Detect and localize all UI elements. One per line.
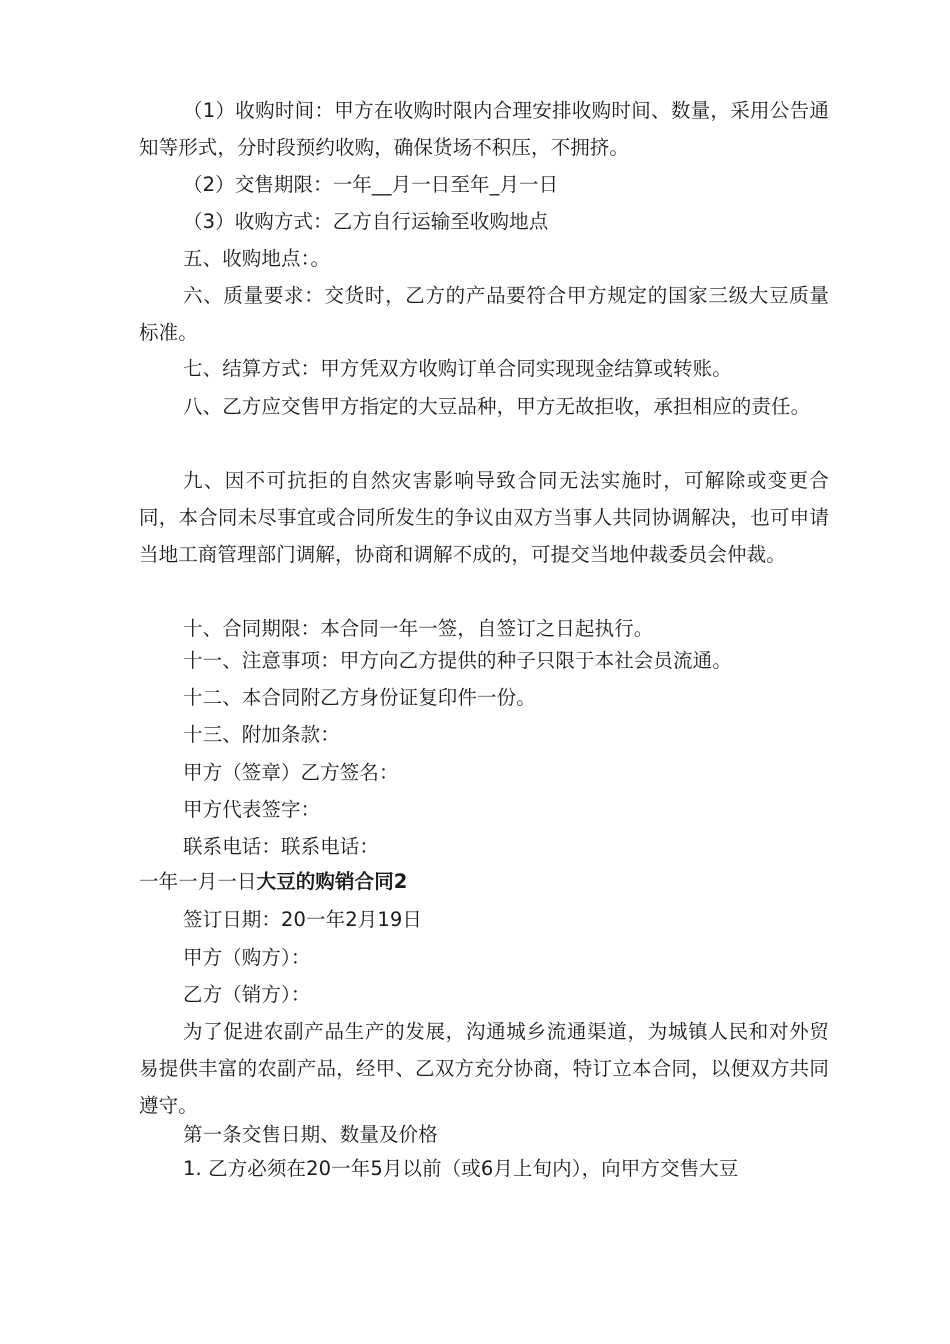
- clause-purchase-time: （1）收购时间：甲方在收购时限内合理安排收购时间、数量，采用公告通知等形式，分时段预约收购，确保货场不积压，不拥挤。: [139, 99, 829, 159]
- signature-line: 甲方（签章）乙方签名：: [183, 761, 399, 784]
- clause-term: 十、合同期限：本合同一年一签，自签订之日起执行。: [183, 617, 654, 640]
- clause-notes: 十一、注意事项：甲方向乙方提供的种子只限于本社会员流通。: [183, 649, 732, 672]
- representative-signature: 甲方代表签字：: [183, 798, 321, 821]
- clause-settlement: 七、结算方式：甲方凭双方收购订单合同实现现金结算或转账。: [183, 357, 732, 380]
- clause-purchase-location: 五、收购地点：。: [183, 247, 331, 270]
- contact-phone: 联系电话：联系电话：: [183, 835, 380, 858]
- party-a-buyer: 甲方（购方）：: [183, 946, 311, 969]
- signing-date: 签订日期：20一年2月19日: [183, 908, 422, 931]
- clause-attachment: 十二、本合同附乙方身份证复印件一份。: [183, 686, 536, 709]
- contract-title: 大豆的购销合同2: [256, 870, 408, 893]
- title-date-prefix: 一年一月一日: [139, 870, 257, 893]
- clause-quality: 六、质量要求：交货时，乙方的产品要符合甲方规定的国家三级大豆质量标准。: [139, 284, 829, 344]
- clause-variety: 八、乙方应交售甲方指定的大豆品种，甲方无故拒收，承担相应的责任。: [183, 395, 811, 418]
- clause-purchase-method: （3）收购方式：乙方自行运输至收购地点: [183, 210, 549, 233]
- preamble: 为了促进农副产品生产的发展，沟通城乡流通渠道，为城镇人民和对外贸易提供丰富的农副产品，经甲、乙双方充分协商，特订立本合同，以便双方共同遵守。: [139, 1020, 829, 1117]
- clause-force-majeure: 九、因不可抗拒的自然灾害影响导致合同无法实施时，可解除或变更合同，本合同未尽事宜或合同所发生的争议由双方当事人共同协调解决，也可申请当地工商管理部门调解，协商和调解不成的，可提交当地仲裁委员会仲裁。: [139, 469, 829, 566]
- article-one-heading: 第一条交售日期、数量及价格: [183, 1123, 438, 1146]
- contract-title-line: [139, 863, 829, 900]
- clause-delivery-period: （2）交售期限：一年__月一日至年_月一日: [183, 173, 559, 196]
- party-b-seller: 乙方（销方）：: [183, 983, 311, 1006]
- clause-additional: 十三、附加条款：: [183, 723, 340, 746]
- article-one-item-1: 1. 乙方必须在20一年5月以前（或6月上旬内），向甲方交售大豆: [183, 1157, 739, 1180]
